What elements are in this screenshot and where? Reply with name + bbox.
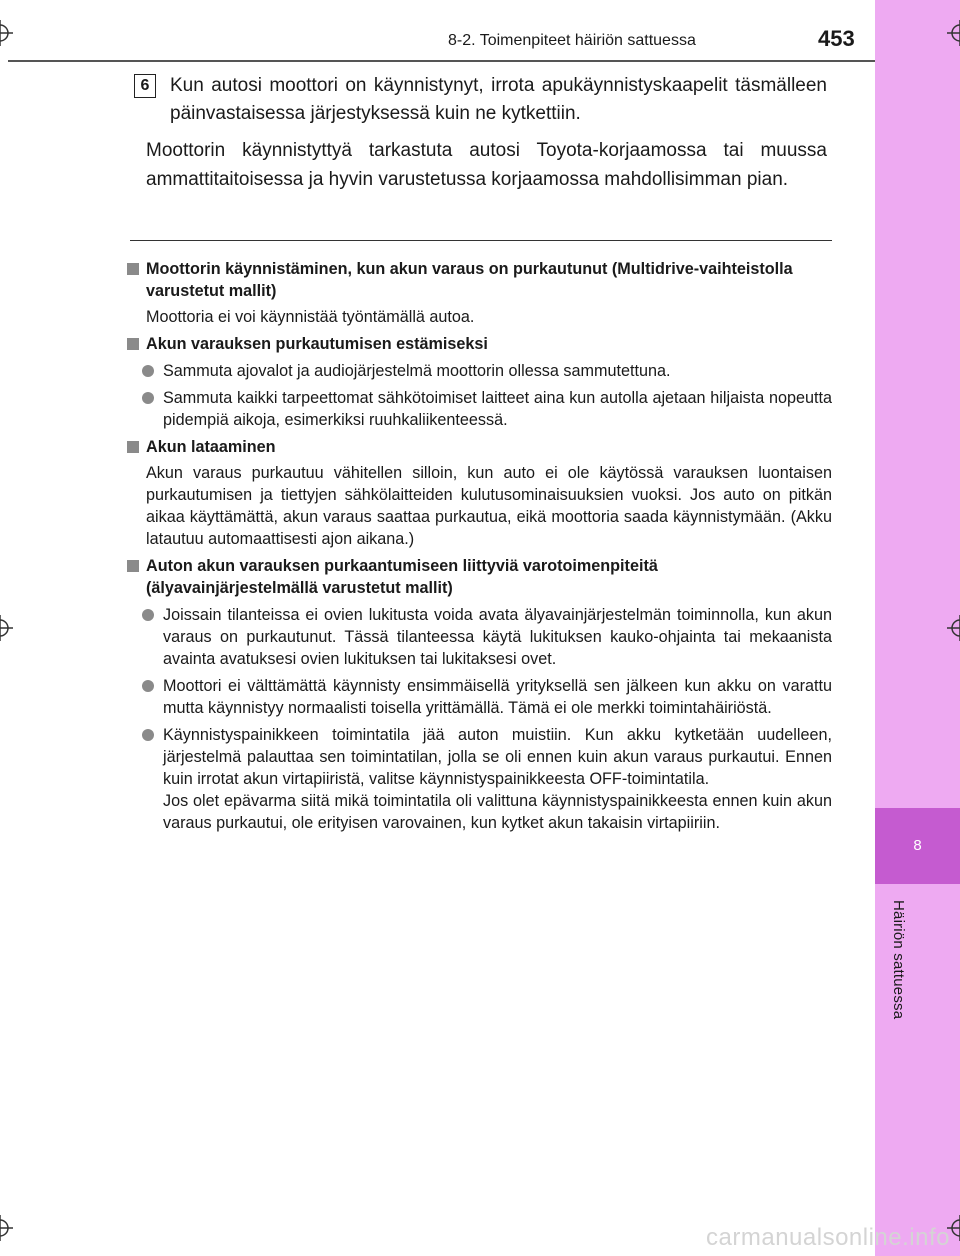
circle-bullet-icon — [142, 680, 154, 692]
circle-bullet-icon — [142, 392, 154, 404]
list-item-continuation: Jos olet epävarma siitä mikä toimintatila oli valittuna käynnistyspainikkeesta ennen kuin akun varaus purkautui, ole erityisen varovainen, kun kytket akun takaisin virtapiiriin. — [163, 792, 832, 832]
note-heading: Akun varauksen purkautumisen estämiseksi — [126, 333, 832, 355]
step-text: Kun autosi moottori on käynnistynyt, irrota apukäynnistyskaapelit täsmälleen päinvastaisessa järjestyksessä kuin ne kytkettiin. — [170, 75, 827, 124]
section-title: 8-2. Toimenpiteet häiriön sattuessa — [448, 32, 696, 49]
registration-mark-icon — [0, 20, 13, 46]
note-heading: Auton akun varauksen purkaantumiseen liittyviä varotoimenpiteitä (älyavainjärjestelmällä varustetut mallit) — [126, 555, 832, 599]
note-body: Akun varaus purkautuu vähitellen silloin, kun auto ei ole käytössä varauksen luontaisen purkautumisen ja tiettyjen sähkölaitteiden kulutusominaisuuksien vuoksi. Jos auto on pitkän aikaa käyttämättä, akun varaus saattaa purkautua, eikä moottoria saada käynnistymään. (Akku latautuu automaattisesti ajon aikana.) — [146, 464, 832, 548]
list-item: Sammuta kaikki tarpeettomat sähkötoimiset laitteet aina kun autolla ajetaan hiljaista nopeutta pidempiä aikoja, esimerkiksi ruuhkaliikenteessä. — [126, 387, 832, 431]
square-bullet-icon — [127, 338, 139, 350]
list-item: Moottori ei välttämättä käynnisty ensimmäisellä yrityksellä sen jälkeen kun akku on varattu mutta käynnistyy normaalisti toisella yrittämällä. Tämä ei ole merkki toimintahäiriöstä. — [126, 675, 832, 719]
circle-bullet-icon — [142, 365, 154, 377]
notes-section — [126, 253, 832, 834]
square-bullet-icon — [127, 560, 139, 572]
step-number-box: 6 — [134, 74, 156, 98]
header-rule — [8, 60, 875, 62]
circle-bullet-icon — [142, 729, 154, 741]
note-heading: Akun lataaminen — [126, 436, 832, 458]
registration-mark-icon — [947, 615, 960, 641]
chapter-number: 8 — [875, 808, 960, 884]
square-bullet-icon — [127, 263, 139, 275]
chapter-title: Häiriön sattuessa — [890, 900, 907, 1020]
section-divider — [130, 240, 832, 241]
note-heading: Moottorin käynnistäminen, kun akun varaus on purkautunut (Multidrive-vaihteistolla varustetut mallit) — [126, 258, 832, 302]
list-item: Joissain tilanteissa ei ovien lukitusta voida avata älyavainjärjestelmän toiminnolla, kun akun varaus on purkautunut. Tässä tilanteessa käytä lukituksen kauko-ohjainta tai mekaanista avainta avatuksesi ovien lukituksen tai lukitaksesi ovet. — [126, 604, 832, 670]
watermark: carmanualsonline.info — [706, 1224, 950, 1251]
list-item: Sammuta ajovalot ja audiojärjestelmä moottorin ollessa sammutettuna. — [126, 360, 832, 382]
registration-mark-icon — [0, 1215, 13, 1241]
after-step-paragraph: Moottorin käynnistyttyä tarkastuta autosi Toyota-korjaamossa tai muussa ammattitaitoisessa ja hyvin varustetussa korjaamossa mahdollisimman pian. — [146, 140, 827, 190]
list-item: Käynnistyspainikkeen toimintatila jää auton muistiin. Kun akku kytketään uudelleen, järjestelmä palauttaa sen toimintatilan, jolla se oli ennen kuin akun varaus purkautui. Ennen kuin irrotat akun virtapiiristä, valitse käynnistyspainikkeesta OFF-toimintatila. Jos olet epävarma siitä mikä toimintatila oli valittuna käynnistyspainikkeesta ennen kuin akun varaus purkautui, ole erityisen varovainen, kun kytket akun takaisin virtapiiriin. — [126, 724, 832, 834]
note-body: Moottoria ei voi käynnistää työntämällä autoa. — [146, 308, 475, 326]
registration-mark-icon — [947, 20, 960, 46]
square-bullet-icon — [127, 441, 139, 453]
page-number: 453 — [818, 26, 855, 51]
registration-mark-icon — [0, 615, 13, 641]
circle-bullet-icon — [142, 609, 154, 621]
